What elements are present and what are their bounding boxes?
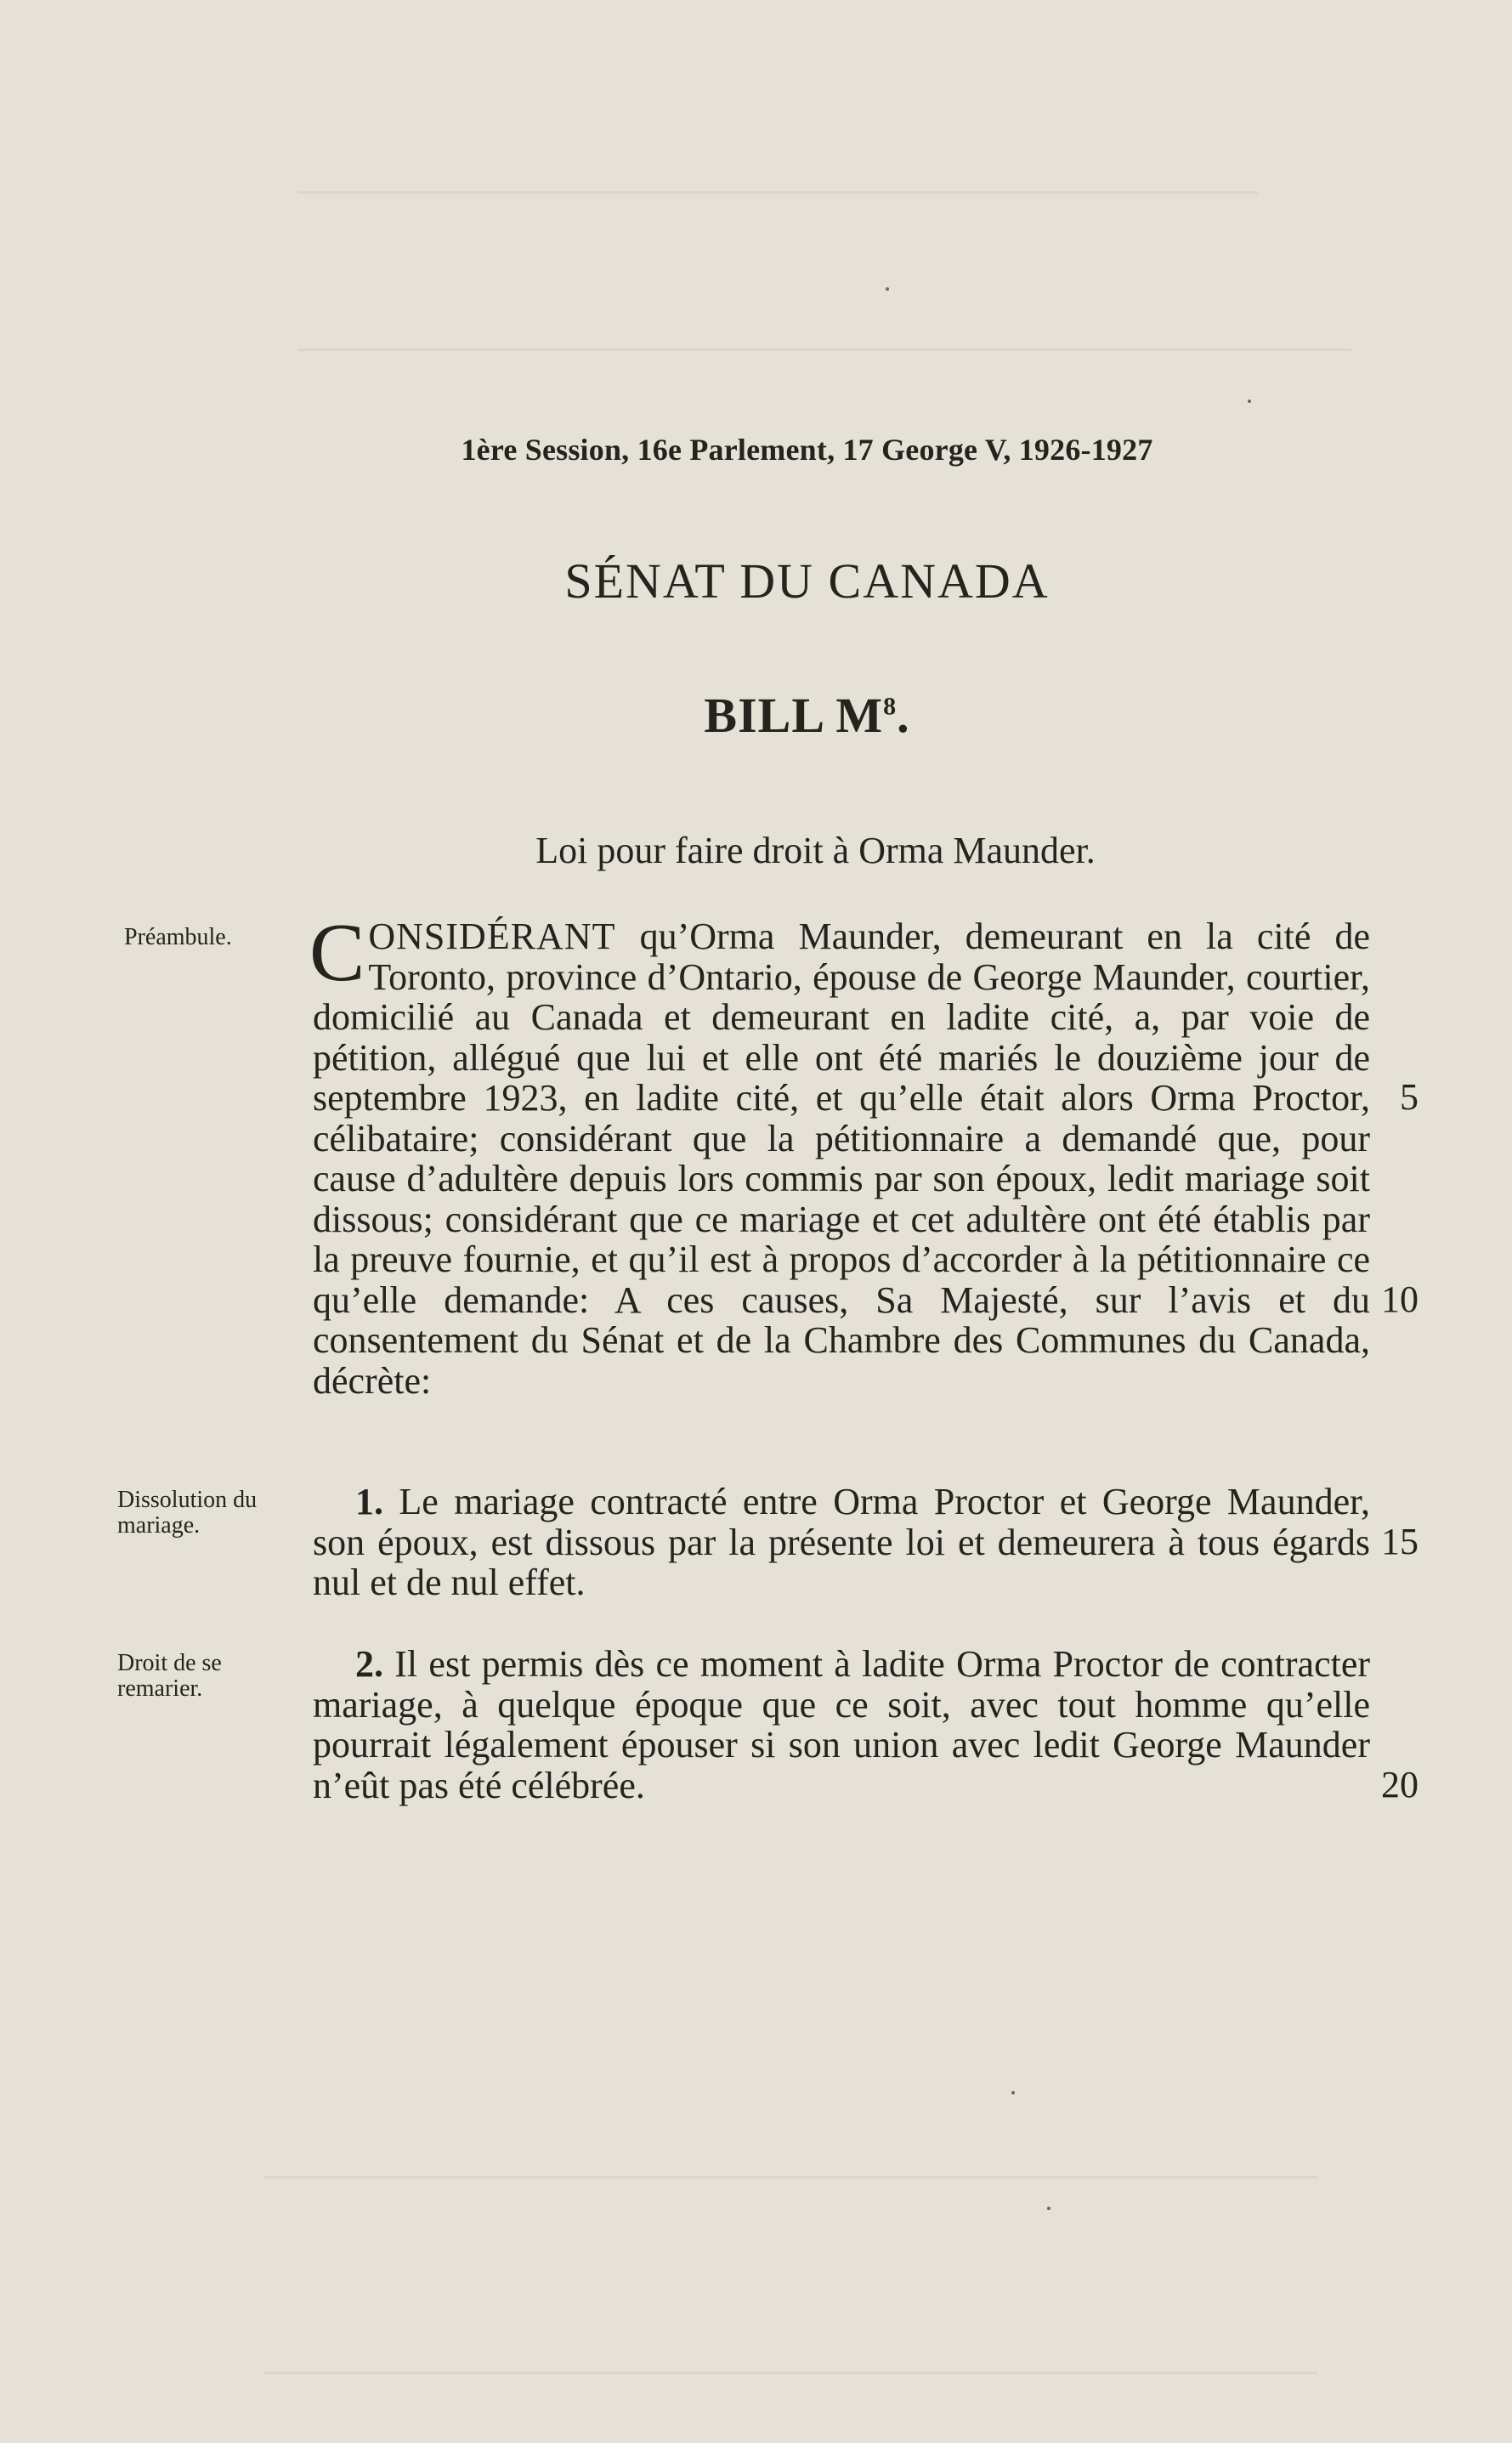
show-through-rule	[263, 2176, 1317, 2179]
line-number: 10	[1381, 1278, 1419, 1320]
show-through-rule	[263, 2372, 1317, 2374]
speck	[1047, 2207, 1050, 2210]
show-through-rule	[297, 349, 1351, 351]
bill-prefix: BILL M	[704, 688, 884, 743]
line-number: 20	[1381, 1764, 1419, 1805]
line-number: 5	[1400, 1076, 1419, 1118]
session-line: 1ère Session, 16e Parlement, 17 George V, 1926-1927	[461, 433, 1153, 467]
bill-superscript: 8	[883, 692, 898, 721]
margin-note-remarry: Droit de se remarier.	[117, 1650, 222, 1702]
preamble-text: qu’Orma Maunder, demeurant en la cité de Toronto, province d’Ontario, épouse de George Maunder, courtier, domicilié au Canada et demeurant en ladite cité, a, par voie de pétition, allégué que lui et elle ont été mariés le douzième jour de septembre 1923, en ladite cité, et qu’elle était alors Orma Proctor, célibataire; considérant que la pétitionnaire a demandé que, pour cause d’adultère depuis lors commis par son époux, ledit mariage soit dissous; considérant que ce mariage et cet adultère ont été établis par la preuve fournie, et qu’il est à propos d’accorder à la pétitionnaire ce qu’elle demande: A ces causes, Sa Majesté, sur l’avis et du consentement du Sénat et de la Chambre des Communes du Canada, décrète:	[313, 915, 1371, 1402]
act-title: Loi pour faire droit à Orma Maunder.	[535, 830, 1096, 871]
bill-suffix: .	[897, 688, 910, 743]
speck	[1248, 400, 1251, 403]
speck	[1011, 2091, 1015, 2094]
speck	[886, 287, 889, 291]
line-number: 15	[1381, 1521, 1419, 1562]
section-1	[313, 1482, 1370, 1603]
section-2	[313, 1644, 1370, 1805]
dropcap: C	[309, 907, 365, 999]
bill-title	[0, 687, 1512, 744]
show-through-rule	[297, 191, 1258, 194]
margin-note-dissolution: Dissolution du mariage.	[117, 1487, 258, 1539]
section-text: Le mariage contracté entre Orma Proctor et George Maunder, son époux, est dissous par la présente loi et demeurera à tous égards nul et de nul effet.	[313, 1481, 1370, 1603]
section-text: Il est permis dès ce moment à ladite Orma Proctor de contracter mariage, à quelque époque que ce soit, avec tout homme qu’elle pourrait légalement épouser si son union avec ledit George Maunder n’eût pas été célébrée.	[313, 1643, 1371, 1806]
margin-note-preamble: Préambule.	[124, 924, 232, 950]
senate-title: SÉNAT DU CANADA	[564, 553, 1050, 609]
preamble-paragraph	[309, 907, 1371, 1402]
section-number: 1.	[355, 1481, 383, 1522]
preamble-first-word: ONSIDÉRANT	[368, 915, 616, 957]
section-number: 2.	[355, 1643, 383, 1685]
